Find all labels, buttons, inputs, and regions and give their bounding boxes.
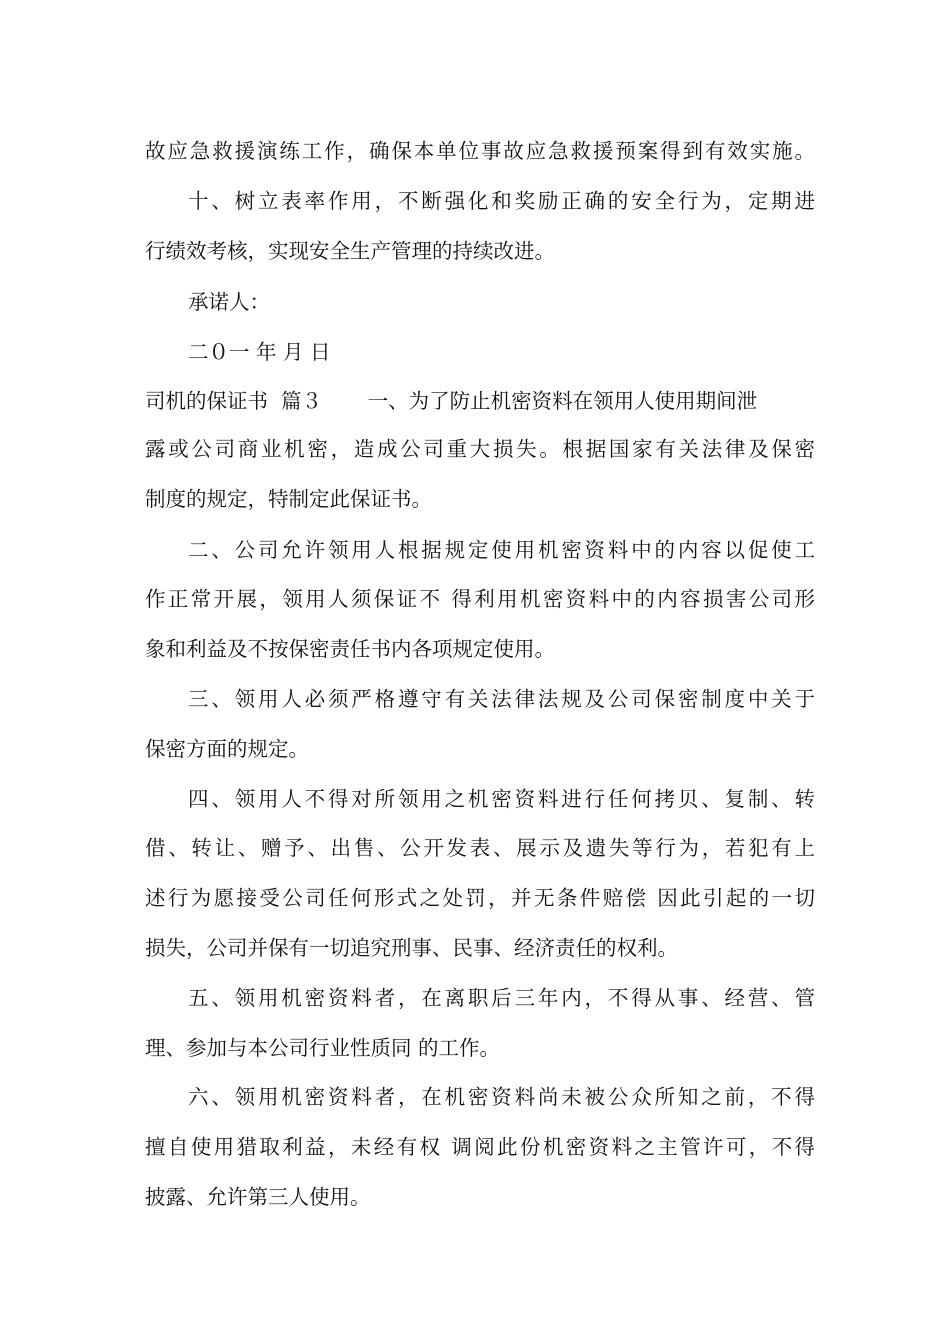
text-line: 制度的规定，特制定此保证书。 <box>145 487 432 511</box>
text-line: 披露、允许第三人使用。 <box>145 1185 371 1209</box>
section-heading-line: 司机的保证书 篇３ 一、为了防止机密资料在领用人使用期间泄 <box>145 389 758 413</box>
text-line: 露或公司商业机密，造成公司重大损失。根据国家有关法律及保密 <box>145 437 815 461</box>
text-line: 十、树立表率作用，不断强化和奖励正确的安全行为，定期进 <box>188 189 815 213</box>
text-line: 理、参加与本公司行业性质同 的工作。 <box>145 1036 501 1060</box>
text-line: 象和利益及不按保密责任书内各项规定使用。 <box>145 637 555 661</box>
text-line: 作正常开展，领用人须保证不 得利用机密资料中的内容损害公司形 <box>145 587 815 611</box>
text-line: 擅自使用猎取利益，未经有权 调阅此份机密资料之主管许可，不得 <box>145 1135 815 1159</box>
text-line: 六、领用机密资料者，在机密资料尚未被公众所知之前，不得 <box>188 1085 815 1109</box>
text-line: 二、公司允许领用人根据规定使用机密资料中的内容以促使工 <box>188 538 815 562</box>
text-line: 五、领用机密资料者，在离职后三年内，不得从事、经营、管 <box>188 986 815 1010</box>
text-line: 述行为愿接受公司任何形式之处罚，并无条件赔偿 因此引起的一切 <box>145 886 815 910</box>
text-line: 三、领用人必须严格遵守有关法律法规及公司保密制度中关于 <box>188 687 815 711</box>
text-line: 故应急救援演练工作，确保本单位事故应急救援预案得到有效实施。 <box>145 139 815 163</box>
text-line: 借、转让、赠予、出售、公开发表、展示及遗失等行为，若犯有上 <box>145 836 815 860</box>
text-line: 四、领用人不得对所领用之机密资料进行任何拷贝、复制、转 <box>188 787 815 811</box>
text-line: 保密方面的规定。 <box>145 737 309 761</box>
text-line: 承诺人： <box>188 290 270 314</box>
text-line: 行绩效考核，实现安全生产管理的持续改进。 <box>145 239 555 263</box>
text-line: 损失，公司并保有一切追究刑事、民事、经济责任的权利。 <box>145 936 678 960</box>
text-line: 二０一 年 月 日 <box>188 340 331 364</box>
